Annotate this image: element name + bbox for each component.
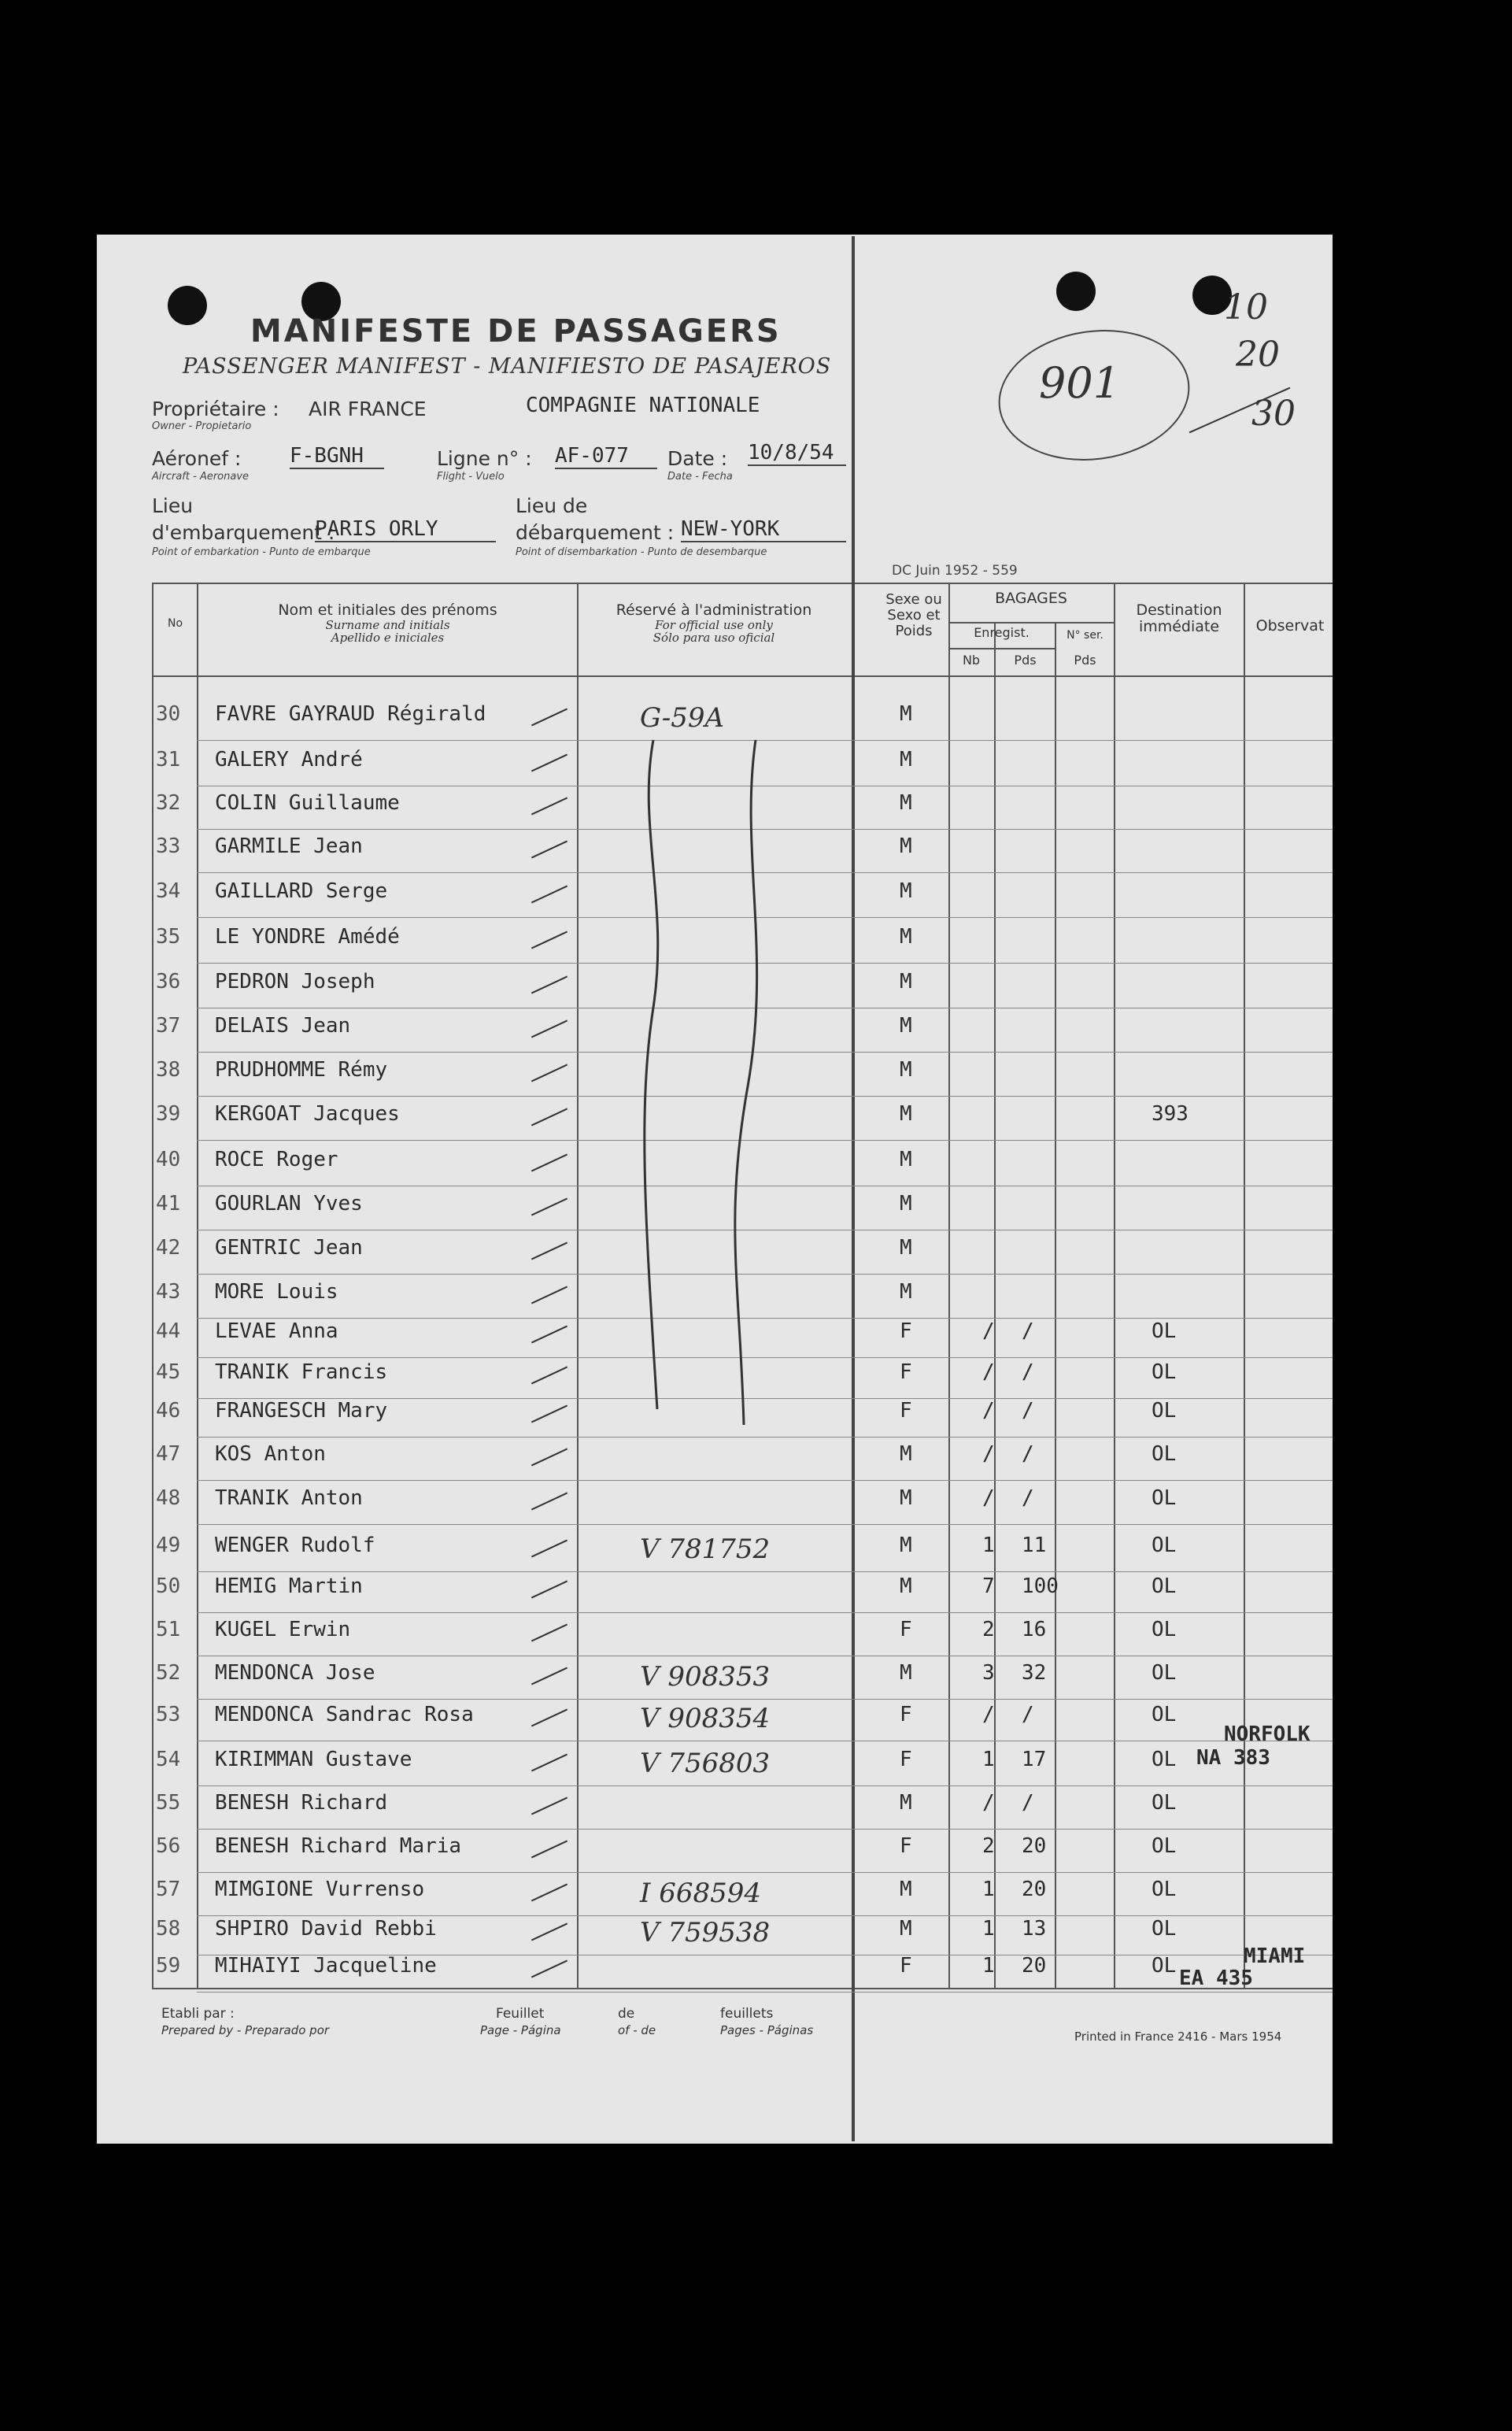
check-mark — [531, 754, 567, 772]
check-mark — [531, 841, 567, 859]
reserved-entry: G-59A — [640, 702, 725, 734]
row-number: 59 — [156, 1954, 181, 1978]
baggage-count: 1 — [982, 1917, 995, 1941]
baggage-count: / — [982, 1791, 995, 1815]
baggage-weight: / — [1022, 1399, 1034, 1423]
owner-value: AIR FRANCE — [309, 398, 427, 420]
destination-code: OL — [1152, 1442, 1177, 1466]
passenger-name: KOS Anton — [215, 1442, 326, 1466]
check-mark — [531, 1154, 567, 1172]
punch-hole-1 — [168, 286, 207, 325]
passenger-sex: F — [900, 1399, 912, 1423]
passenger-name: SHPIRO David Rebbi — [215, 1917, 437, 1941]
check-mark — [531, 1624, 567, 1642]
row-separator — [197, 1785, 1333, 1786]
baggage-count: 1 — [982, 1748, 995, 1771]
footer-printed: Printed in France 2416 - Mars 1954 — [1074, 2030, 1282, 2044]
check-mark — [531, 1581, 567, 1599]
destination-code: 393 — [1152, 1102, 1189, 1126]
passenger-sex: M — [900, 1102, 912, 1126]
passenger-sex: M — [900, 1534, 912, 1557]
passenger-name: HEMIG Martin — [215, 1574, 363, 1598]
check-mark — [531, 1797, 567, 1815]
row-number: 37 — [156, 1014, 181, 1038]
passenger-sex: M — [900, 1280, 912, 1304]
table-row — [152, 1878, 1333, 1920]
col-reserved-label-es: Sólo para uso oficial — [652, 631, 775, 646]
form-code: DC Juin 1952 - 559 — [892, 563, 1018, 579]
passenger-sex: M — [900, 1574, 912, 1598]
table-row — [152, 1486, 1333, 1529]
reserved-entry: V 908354 — [640, 1703, 771, 1734]
baggage-count: / — [982, 1486, 995, 1510]
table-row — [152, 1534, 1333, 1576]
col-sex-header: Sexe ou Sexo et Poids — [885, 591, 942, 639]
passenger-sex: M — [900, 1661, 912, 1685]
table-row — [152, 1574, 1333, 1617]
flight-value: AF-077 — [555, 444, 657, 469]
check-mark — [531, 1198, 567, 1216]
tally-3: 30 — [1251, 394, 1296, 434]
passenger-name: MENDONCA Jose — [215, 1661, 375, 1685]
aircraft-sub: Aircraft - Aeronave — [152, 471, 250, 483]
reserved-entry: V 908353 — [640, 1661, 771, 1693]
row-number: 47 — [156, 1442, 181, 1466]
row-number: 56 — [156, 1834, 181, 1858]
table-row — [152, 1661, 1333, 1704]
passenger-sex: M — [900, 834, 912, 858]
table-row — [152, 1618, 1333, 1660]
disembark-value: NEW-YORK — [681, 517, 846, 542]
disembark-sub: Point of disembarkation - Punto de desembarque — [516, 546, 767, 558]
passenger-name: BENESH Richard — [215, 1791, 388, 1815]
check-mark — [531, 1841, 567, 1859]
destination-code: OL — [1152, 1360, 1177, 1384]
row-number: 40 — [156, 1148, 181, 1171]
passenger-sex: M — [900, 1058, 912, 1082]
page-title: MANIFESTE DE PASSAGERS — [250, 313, 782, 350]
passenger-name: PRUDHOMME Rémy — [215, 1058, 388, 1082]
flight-label: Ligne n° : — [437, 447, 532, 470]
baggage-subheader-line — [948, 622, 1114, 623]
embark-label-1: Lieu — [152, 494, 194, 517]
row-separator — [197, 1571, 1333, 1572]
flight-sub: Flight - Vuelo — [437, 471, 505, 483]
baggage-count: 2 — [982, 1834, 995, 1858]
baggage-count: / — [982, 1319, 995, 1343]
row-number: 32 — [156, 791, 181, 815]
passenger-sex: F — [900, 1834, 912, 1858]
company-name: COMPAGNIE NATIONALE — [526, 394, 760, 417]
row-number: 51 — [156, 1618, 181, 1641]
check-mark — [531, 1405, 567, 1423]
baggage-weight: 100 — [1022, 1574, 1059, 1598]
check-mark — [531, 709, 567, 727]
destination-code: OL — [1152, 1954, 1177, 1978]
destination-code: OL — [1152, 1791, 1177, 1815]
destination-code: OL — [1152, 1703, 1177, 1726]
row-separator — [197, 1699, 1333, 1700]
row-number: 50 — [156, 1574, 181, 1598]
row-separator — [197, 1992, 1333, 1993]
embark-sub: Point of embarkation - Punto de embarque — [152, 546, 371, 558]
table-row — [152, 1954, 1333, 1996]
check-mark — [531, 1754, 567, 1772]
baggage-count: / — [982, 1703, 995, 1726]
aircraft-label: Aéronef : — [152, 447, 242, 470]
passenger-name: ROCE Roger — [215, 1148, 338, 1171]
passenger-name: BENESH Richard Maria — [215, 1834, 462, 1858]
check-mark — [531, 1493, 567, 1511]
owner-label: Propriétaire : — [152, 398, 279, 420]
stamp-number: 901 — [1039, 358, 1121, 408]
baggage-count: 1 — [982, 1878, 995, 1901]
page-subtitle: PASSENGER MANIFEST - MANIFIESTO DE PASAJEROS — [183, 354, 832, 379]
table-row — [152, 1748, 1333, 1790]
passenger-sex: M — [900, 1236, 912, 1260]
passenger-name: KIRIMMAN Gustave — [215, 1748, 412, 1771]
col-nser-header: N° ser. — [1067, 629, 1104, 642]
passenger-name: GOURLAN Yves — [215, 1192, 363, 1216]
passenger-name: GENTRIC Jean — [215, 1236, 363, 1260]
row-number: 39 — [156, 1102, 181, 1126]
destination-code: OL — [1152, 1574, 1177, 1598]
check-mark — [531, 1923, 567, 1941]
passenger-sex: M — [900, 1486, 912, 1510]
enreg-subheader-line — [948, 648, 1055, 649]
embark-label-2: d'embarquement : — [152, 521, 335, 544]
passenger-name: WENGER Rudolf — [215, 1534, 375, 1557]
tally-2: 20 — [1236, 335, 1280, 375]
punch-hole-3 — [1056, 272, 1096, 311]
table-row — [152, 1917, 1333, 1959]
baggage-weight: / — [1022, 1703, 1034, 1726]
passenger-sex: F — [900, 1954, 912, 1978]
baggage-weight: 20 — [1022, 1834, 1047, 1858]
check-mark — [531, 1709, 567, 1727]
passenger-sex: M — [900, 970, 912, 993]
reserved-entry: V 759538 — [640, 1917, 771, 1948]
col-name-label-es: Apellido e iniciales — [331, 631, 445, 646]
col-observations-header: Observat — [1255, 618, 1325, 635]
passenger-sex: M — [900, 1791, 912, 1815]
table-row — [152, 1703, 1333, 1745]
date-sub: Date - Fecha — [667, 471, 733, 483]
col-baggage-header: BAGAGES — [995, 590, 1067, 607]
passenger-name: COLIN Guillaume — [215, 791, 400, 815]
row-number: 38 — [156, 1058, 181, 1082]
header-bottom-border — [152, 675, 1333, 677]
row-number: 43 — [156, 1280, 181, 1304]
check-mark — [531, 1108, 567, 1127]
check-mark — [531, 976, 567, 994]
row-number: 55 — [156, 1791, 181, 1815]
passenger-name: GALERY André — [215, 748, 363, 771]
baggage-weight: 13 — [1022, 1917, 1047, 1941]
row-number: 33 — [156, 834, 181, 858]
col-nb-header: Nb — [962, 653, 981, 668]
row-number: 42 — [156, 1236, 181, 1260]
col-reserved-label-en: For official use only — [655, 617, 773, 632]
col-name-label-en: Surname and initials — [325, 617, 450, 632]
check-mark — [531, 931, 567, 949]
baggage-count: 7 — [982, 1574, 995, 1598]
note-norfolk: NORFOLK — [1224, 1722, 1311, 1746]
destination-code: OL — [1152, 1878, 1177, 1901]
note-miami: MIAMI — [1244, 1944, 1306, 1968]
passenger-sex: F — [900, 1703, 912, 1726]
passenger-name: MORE Louis — [215, 1280, 338, 1304]
col-reserved-label: Réservé à l'administration — [616, 601, 812, 619]
passenger-name: TRANIK Francis — [215, 1360, 388, 1384]
col-no-header: No — [167, 617, 183, 630]
col-destination-header: Destination immédiate — [1136, 601, 1222, 635]
col-pds2-header: Pds — [1074, 653, 1096, 668]
baggage-count: / — [982, 1442, 995, 1466]
reserved-entry: V 756803 — [640, 1748, 771, 1779]
footer-feuillet-sub: Page - Página — [480, 2023, 561, 2037]
table-row — [152, 1791, 1333, 1833]
note-na383: NA 383 — [1196, 1746, 1270, 1770]
check-mark — [531, 1020, 567, 1038]
row-number: 30 — [156, 702, 181, 726]
passenger-sex: M — [900, 1192, 912, 1216]
passenger-sex: M — [900, 1148, 912, 1171]
destination-code: OL — [1152, 1748, 1177, 1771]
destination-code: OL — [1152, 1834, 1177, 1858]
disembark-label-2: débarquement : — [516, 521, 675, 544]
baggage-weight: / — [1022, 1486, 1034, 1510]
passenger-sex: M — [900, 925, 912, 949]
tally-1: 10 — [1224, 287, 1268, 327]
passenger-name: PEDRON Joseph — [215, 970, 375, 993]
check-mark — [531, 1449, 567, 1467]
row-number: 46 — [156, 1399, 181, 1423]
row-separator — [197, 1915, 1333, 1916]
check-mark — [531, 886, 567, 904]
passenger-sex: M — [900, 791, 912, 815]
date-value: 10/8/54 — [748, 441, 846, 466]
passenger-name: KERGOAT Jacques — [215, 1102, 400, 1126]
reserved-entry: V 781752 — [640, 1534, 771, 1565]
aircraft-value: F-BGNH — [290, 444, 384, 469]
destination-code: OL — [1152, 1486, 1177, 1510]
passenger-name: TRANIK Anton — [215, 1486, 363, 1510]
reserved-entry: I 668594 — [640, 1878, 762, 1909]
passenger-name: FRANGESCH Mary — [215, 1399, 388, 1423]
row-number: 48 — [156, 1486, 181, 1510]
baggage-weight: / — [1022, 1360, 1034, 1384]
col-name-header — [201, 602, 575, 645]
row-separator — [197, 1829, 1333, 1830]
row-number: 45 — [156, 1360, 181, 1384]
footer-etabli: Etabli par : — [161, 2006, 235, 2022]
row-separator — [197, 1480, 1333, 1481]
col-reserved-header — [580, 602, 848, 645]
disembark-label-1: Lieu de — [516, 494, 588, 517]
passenger-sex: M — [900, 748, 912, 771]
row-number: 49 — [156, 1534, 181, 1557]
row-number: 58 — [156, 1917, 181, 1941]
baggage-count: / — [982, 1360, 995, 1384]
passenger-sex: M — [900, 1917, 912, 1941]
baggage-weight: 32 — [1022, 1661, 1047, 1685]
owner-sub: Owner - Propietario — [152, 420, 252, 432]
passenger-name: FAVRE GAYRAUD Régirald — [215, 702, 486, 726]
row-number: 57 — [156, 1878, 181, 1901]
passenger-name: GARMILE Jean — [215, 834, 363, 858]
footer-feuillets-sub: Pages - Páginas — [720, 2023, 814, 2037]
check-mark — [531, 1960, 567, 1978]
passenger-sex: M — [900, 702, 912, 726]
baggage-count: 1 — [982, 1534, 995, 1557]
baggage-count: 3 — [982, 1661, 995, 1685]
row-number: 35 — [156, 925, 181, 949]
row-number: 53 — [156, 1703, 181, 1726]
baggage-weight: / — [1022, 1319, 1034, 1343]
row-number: 31 — [156, 748, 181, 771]
destination-code: OL — [1152, 1399, 1177, 1423]
check-mark — [531, 1367, 567, 1385]
passenger-name: MIHAIYI Jacqueline — [215, 1954, 437, 1978]
row-number: 41 — [156, 1192, 181, 1216]
row-separator — [197, 1612, 1333, 1613]
passenger-name: KUGEL Erwin — [215, 1618, 351, 1641]
passenger-name: LEVAE Anna — [215, 1319, 338, 1343]
check-mark — [531, 1884, 567, 1902]
check-mark — [531, 1667, 567, 1685]
passenger-sex: F — [900, 1319, 912, 1343]
table-row — [152, 1834, 1333, 1877]
passenger-name: MIMGIONE Vurrenso — [215, 1878, 425, 1901]
passenger-sex: F — [900, 1748, 912, 1771]
passenger-name: MENDONCA Sandrac Rosa — [215, 1703, 474, 1726]
passenger-name: DELAIS Jean — [215, 1014, 351, 1038]
destination-code: OL — [1152, 1534, 1177, 1557]
footer-feuillets: feuillets — [720, 2006, 774, 2022]
embark-value: PARIS ORLY — [315, 517, 496, 542]
row-number: 52 — [156, 1661, 181, 1685]
baggage-weight: / — [1022, 1791, 1034, 1815]
baggage-weight: 20 — [1022, 1954, 1047, 1978]
check-mark — [531, 797, 567, 816]
check-mark — [531, 1540, 567, 1558]
passenger-sex: M — [900, 1014, 912, 1038]
col-pds-header: Pds — [1014, 653, 1037, 668]
baggage-count: / — [982, 1399, 995, 1423]
check-mark — [531, 1242, 567, 1260]
col-enreg-header: Enregist. — [974, 625, 1030, 640]
passenger-name: LE YONDRE Amédé — [215, 925, 400, 949]
baggage-count: 1 — [982, 1954, 995, 1978]
passenger-sex: M — [900, 1878, 912, 1901]
note-ea435: EA 435 — [1179, 1967, 1253, 1990]
check-mark — [531, 1326, 567, 1344]
col-name-label: Nom et initiales des prénoms — [278, 601, 497, 619]
passenger-sex: M — [900, 879, 912, 903]
row-separator — [197, 1872, 1333, 1873]
baggage-weight: 16 — [1022, 1618, 1047, 1641]
ditto-stroke — [622, 732, 779, 1480]
footer-de-sub: of - de — [618, 2023, 656, 2037]
row-number: 44 — [156, 1319, 181, 1343]
baggage-count: 2 — [982, 1618, 995, 1641]
table-top-border — [152, 583, 1333, 584]
row-number: 36 — [156, 970, 181, 993]
destination-code: OL — [1152, 1319, 1177, 1343]
row-separator — [197, 1524, 1333, 1525]
footer-etabli-sub: Prepared by - Preparado por — [161, 2023, 330, 2037]
passenger-sex: M — [900, 1442, 912, 1466]
baggage-weight: 20 — [1022, 1878, 1047, 1901]
check-mark — [531, 1064, 567, 1082]
destination-code: OL — [1152, 1618, 1177, 1641]
footer-de: de — [618, 2006, 635, 2022]
baggage-weight: 17 — [1022, 1748, 1047, 1771]
date-label: Date : — [667, 447, 728, 470]
passenger-sex: F — [900, 1360, 912, 1384]
baggage-weight: 11 — [1022, 1534, 1047, 1557]
footer-feuillet: Feuillet — [496, 2006, 545, 2022]
destination-code: OL — [1152, 1661, 1177, 1685]
check-mark — [531, 1286, 567, 1304]
passenger-sex: F — [900, 1618, 912, 1641]
baggage-weight: / — [1022, 1442, 1034, 1466]
passenger-name: GAILLARD Serge — [215, 879, 388, 903]
row-number: 54 — [156, 1748, 181, 1771]
destination-code: OL — [1152, 1917, 1177, 1941]
row-number: 34 — [156, 879, 181, 903]
